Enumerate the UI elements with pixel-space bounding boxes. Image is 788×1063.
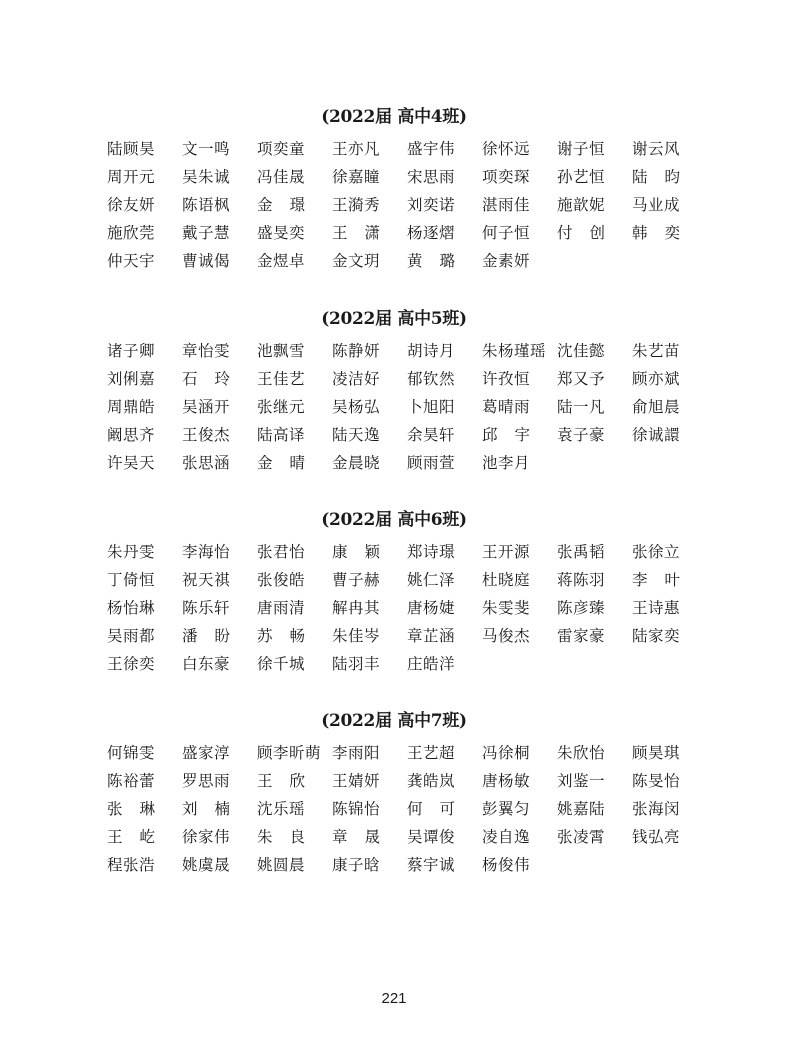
student-name: 朱杨瑾瑶	[482, 342, 547, 360]
student-name: 何可	[407, 800, 473, 818]
student-name: 康子晗	[332, 856, 381, 874]
student-name: 陆顾昊	[107, 140, 156, 158]
student-name: 凌洁好	[332, 370, 381, 388]
student-name: 戴子慧	[182, 224, 231, 242]
student-name: 雷家豪	[557, 627, 606, 645]
student-name: 陈裕蕾	[107, 772, 156, 790]
student-name: 王艺超	[407, 744, 456, 762]
section-title: (2022届 高中7班)	[321, 711, 467, 731]
student-name: 章怡雯	[182, 342, 231, 360]
student-name: 马业成	[632, 196, 681, 214]
student-name: 李雨阳	[332, 744, 381, 762]
student-name: 唐雨清	[257, 599, 306, 617]
student-name: 李叶	[632, 571, 698, 589]
student-name: 盛家淳	[182, 744, 231, 762]
student-name: 杨怡琳	[107, 599, 156, 617]
student-name: 孙艺恒	[557, 168, 606, 186]
student-name: 姚圆晨	[257, 856, 306, 874]
student-name: 蒋陈羽	[557, 571, 606, 589]
student-name: 郑诗璟	[407, 543, 456, 561]
student-name: 胡诗月	[407, 342, 456, 360]
student-name: 刘奕诺	[407, 196, 456, 214]
student-name: 程张浩	[107, 856, 156, 874]
student-name: 陈乐轩	[182, 599, 231, 617]
student-name: 陈语枫	[182, 196, 231, 214]
student-name: 王漪秀	[332, 196, 381, 214]
student-name: 朱佳岑	[332, 627, 381, 645]
student-name: 王俊杰	[182, 426, 231, 444]
student-name: 龚皓岚	[407, 772, 456, 790]
student-name: 王佳艺	[257, 370, 306, 388]
student-name: 沈佳懿	[557, 342, 606, 360]
student-name: 彭翼匀	[482, 800, 531, 818]
student-name: 黄璐	[407, 252, 473, 270]
student-name: 章芷涵	[407, 627, 456, 645]
section-title: (2022届 高中6班)	[321, 510, 467, 530]
section-title: (2022届 高中5班)	[321, 309, 467, 329]
student-name: 朱欣怡	[557, 744, 606, 762]
student-name: 张琳	[107, 800, 173, 818]
name-list	[107, 139, 707, 279]
student-name: 金璟	[257, 196, 323, 214]
name-list	[107, 341, 707, 481]
student-name: 张继元	[257, 398, 306, 416]
student-name: 俞旭晨	[632, 398, 681, 416]
student-name: 石玲	[182, 370, 248, 388]
student-name: 李海怡	[182, 543, 231, 561]
student-name: 宋思雨	[407, 168, 456, 186]
student-name: 朱丹雯	[107, 543, 156, 561]
student-name: 沈乐瑶	[257, 800, 306, 818]
student-name: 庄皓洋	[407, 655, 456, 673]
student-name: 吴朱诚	[182, 168, 231, 186]
student-name: 吴杨弘	[332, 398, 381, 416]
student-name: 顾雨萱	[407, 454, 456, 472]
student-name: 杨逐熠	[407, 224, 456, 242]
student-name: 顾昊琪	[632, 744, 681, 762]
student-name: 周鼎皓	[107, 398, 156, 416]
section-title: (2022届 高中4班)	[321, 107, 467, 127]
student-name: 姚虞晟	[182, 856, 231, 874]
student-name: 唐杨敏	[482, 772, 531, 790]
student-name: 韩奕	[632, 224, 698, 242]
student-name: 潘盼	[182, 627, 248, 645]
student-name: 邱宇	[482, 426, 548, 444]
student-name: 曹子赫	[332, 571, 381, 589]
student-name: 冯佳晟	[257, 168, 306, 186]
student-name: 何锦雯	[107, 744, 156, 762]
student-name: 丁倚恒	[107, 571, 156, 589]
student-name: 苏畅	[257, 627, 323, 645]
student-name: 冯徐桐	[482, 744, 531, 762]
student-name: 金文玥	[332, 252, 381, 270]
student-name: 朱艺苗	[632, 342, 681, 360]
student-name: 施欣莞	[107, 224, 156, 242]
student-name: 盛宇伟	[407, 140, 456, 158]
student-name: 陈旻怡	[632, 772, 681, 790]
student-name: 姚仁泽	[407, 571, 456, 589]
student-name: 王婧妍	[332, 772, 381, 790]
student-name: 刘楠	[182, 800, 248, 818]
student-name: 湛雨佳	[482, 196, 531, 214]
student-name: 金晴	[257, 454, 323, 472]
student-name: 王徐奕	[107, 655, 156, 673]
student-name: 徐诚譞	[632, 426, 681, 444]
student-name: 项奕童	[257, 140, 306, 158]
name-list	[107, 542, 707, 682]
student-name: 池李月	[482, 454, 531, 472]
student-name: 付创	[557, 224, 623, 242]
student-name: 阚思齐	[107, 426, 156, 444]
student-name: 池飘雪	[257, 342, 306, 360]
student-name: 郑又予	[557, 370, 606, 388]
student-name: 袁子豪	[557, 426, 606, 444]
student-name: 蔡宇诚	[407, 856, 456, 874]
student-name: 朱雯斐	[482, 599, 531, 617]
student-name: 陆一凡	[557, 398, 606, 416]
student-name: 解冉其	[332, 599, 381, 617]
student-name: 何子恒	[482, 224, 531, 242]
student-name: 陆羽丰	[332, 655, 381, 673]
student-name: 王开源	[482, 543, 531, 561]
student-name: 谢子恒	[557, 140, 606, 158]
student-name: 凌自逸	[482, 828, 531, 846]
student-name: 余昊轩	[407, 426, 456, 444]
student-name: 章晟	[332, 828, 398, 846]
student-name: 朱良	[257, 828, 323, 846]
student-name: 张海闵	[632, 800, 681, 818]
student-name: 王欣	[257, 772, 323, 790]
student-name: 陆昀	[632, 168, 698, 186]
student-name: 许孜恒	[482, 370, 531, 388]
student-name: 张禹韬	[557, 543, 606, 561]
student-name: 施歆妮	[557, 196, 606, 214]
student-name: 王诗惠	[632, 599, 681, 617]
student-name: 马俊杰	[482, 627, 531, 645]
student-name: 康颖	[332, 543, 398, 561]
student-name: 陈锦怡	[332, 800, 381, 818]
student-name: 文一鸣	[182, 140, 231, 158]
student-name: 陆家奕	[632, 627, 681, 645]
student-name: 钱弘亮	[632, 828, 681, 846]
student-name: 徐怀远	[482, 140, 531, 158]
student-name: 姚嘉陆	[557, 800, 606, 818]
student-name: 陆高译	[257, 426, 306, 444]
student-name: 郁钦然	[407, 370, 456, 388]
student-name: 王亦凡	[332, 140, 381, 158]
student-name: 徐友妍	[107, 196, 156, 214]
student-name: 陈彦臻	[557, 599, 606, 617]
student-name: 盛旻奕	[257, 224, 306, 242]
student-name: 杜晓庭	[482, 571, 531, 589]
student-name: 王屹	[107, 828, 173, 846]
student-name: 吴雨都	[107, 627, 156, 645]
student-name: 张俊皓	[257, 571, 306, 589]
student-name: 罗思雨	[182, 772, 231, 790]
student-name: 张君怡	[257, 543, 306, 561]
student-name: 卜旭阳	[407, 398, 456, 416]
student-name: 项奕琛	[482, 168, 531, 186]
student-name: 王潇	[332, 224, 398, 242]
student-name: 徐嘉瞳	[332, 168, 381, 186]
student-name: 金煜卓	[257, 252, 306, 270]
student-name: 葛晴雨	[482, 398, 531, 416]
student-name: 张凌霄	[557, 828, 606, 846]
student-name: 陆天逸	[332, 426, 381, 444]
student-name: 张徐立	[632, 543, 681, 561]
student-name: 曹诚偈	[182, 252, 231, 270]
student-name: 顾亦斌	[632, 370, 681, 388]
student-name: 仲天宇	[107, 252, 156, 270]
student-name: 金晨晓	[332, 454, 381, 472]
student-name: 吴涵开	[182, 398, 231, 416]
student-name: 谢云风	[632, 140, 681, 158]
student-name: 刘鉴一	[557, 772, 606, 790]
student-name: 诸子卿	[107, 342, 156, 360]
student-name: 陈静妍	[332, 342, 381, 360]
student-name: 白东豪	[182, 655, 231, 673]
student-name: 祝天祺	[182, 571, 231, 589]
student-name: 吴谭俊	[407, 828, 456, 846]
student-name: 徐家伟	[182, 828, 231, 846]
name-list	[107, 743, 707, 883]
page-number: 221	[381, 990, 407, 1007]
student-name: 徐千城	[257, 655, 306, 673]
student-name: 许吴天	[107, 454, 156, 472]
student-name: 金素妍	[482, 252, 531, 270]
student-name: 唐杨婕	[407, 599, 456, 617]
student-name: 杨俊伟	[482, 856, 531, 874]
student-name: 周开元	[107, 168, 156, 186]
student-name: 顾李昕萌	[257, 744, 322, 762]
student-name: 张思涵	[182, 454, 231, 472]
student-name: 刘俐嘉	[107, 370, 156, 388]
